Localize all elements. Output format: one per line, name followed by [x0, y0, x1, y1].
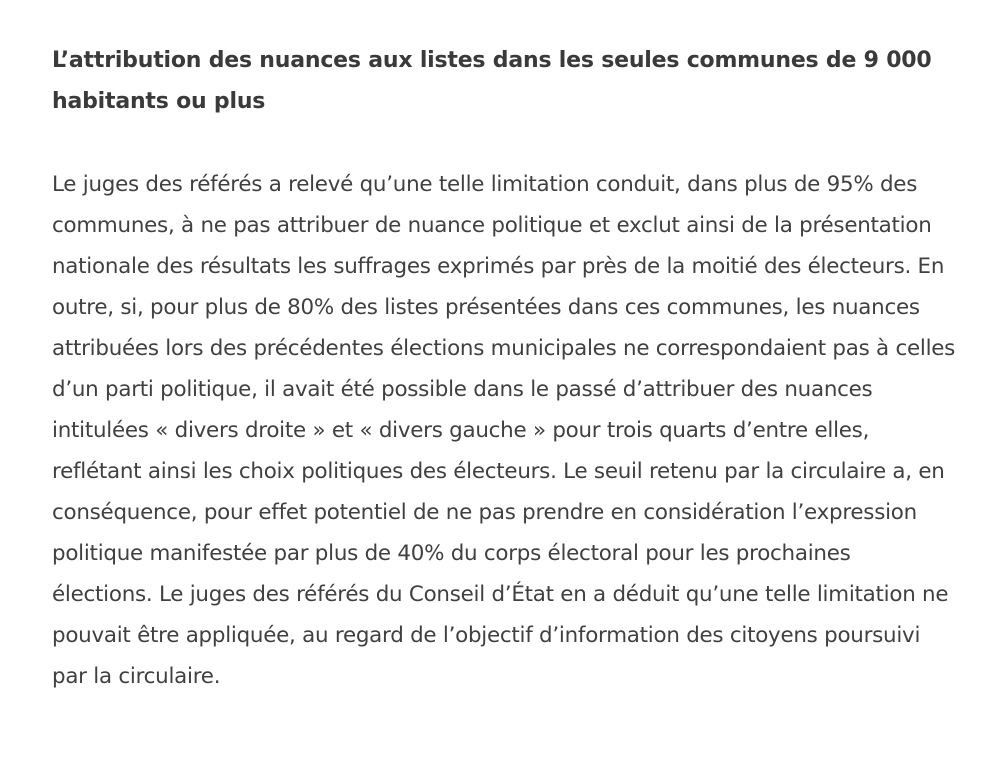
section-heading: L’attribution des nuances aux listes dans les seules communes de 9 000 habitants ou plus	[52, 48, 932, 114]
section-paragraph: Le juges des référés a relevé qu’une telle limitation conduit, dans plus de 95% des communes, à ne pas attribuer de nuance politique et exclut ainsi de la présentation nationale des résultats les suffrages exprimés par près de la moitié des électeurs. En outre, si, pour plus de 80% des listes présentées dans ces communes, les nuances attribuées lors des précédentes élections municipales ne correspondaient pas à celles d’un parti politique, il avait été possible dans le passé d’attribuer des nuances intitulées « divers droite » et « divers gauche » pour trois quarts d’entre elles, reflétant ainsi les choix politiques des électeurs. Le seuil retenu par la circulaire a, en conséquence, pour effet potentiel de ne pas prendre en considération l’expression politique manifestée par plus de 40% du corps électoral pour les prochaines élections. Le juges des référés du Conseil d’État en a déduit qu’une telle limitation ne pouvait être appliquée, au regard de l’objectif d’information des citoyens poursuivi par la circulaire.	[52, 172, 956, 689]
